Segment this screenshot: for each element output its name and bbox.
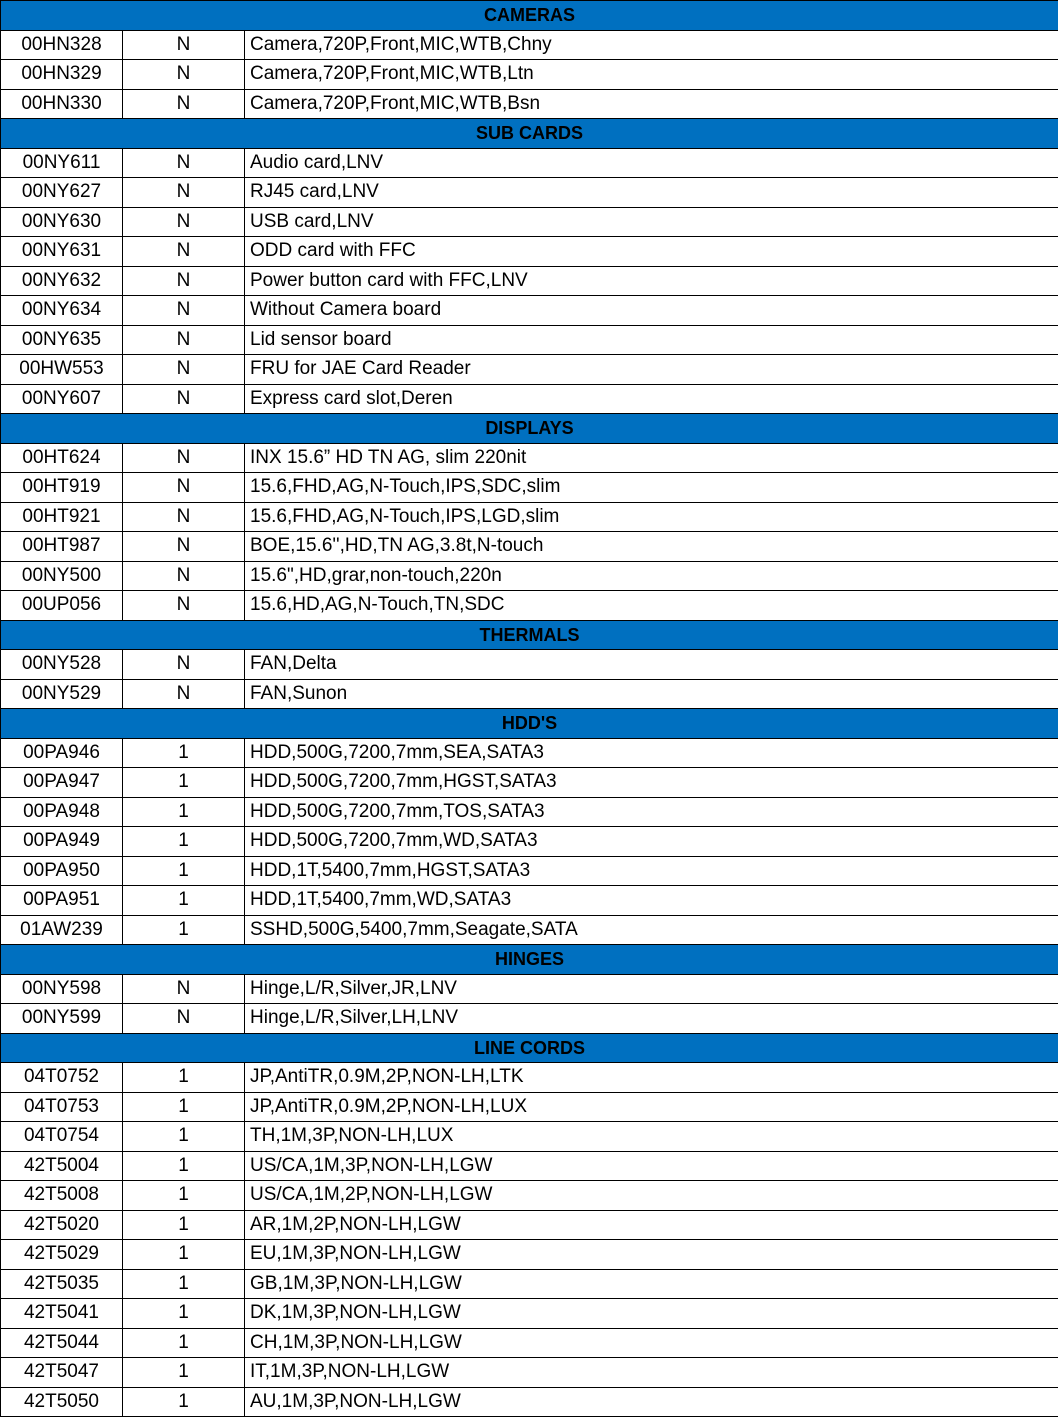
section-header-sub-cards	[1, 119, 1058, 149]
table-row	[1, 1063, 1058, 1093]
description-cell: EU,1M,3P,NON-LH,LGW	[245, 1240, 1058, 1270]
description-cell: Camera,720P,Front,MIC,WTB,Ltn	[245, 60, 1058, 90]
part-number-cell: 00NY598	[1, 974, 123, 1004]
description-cell: IT,1M,3P,NON-LH,LGW	[245, 1358, 1058, 1388]
description-cell: Audio card,LNV	[245, 148, 1058, 178]
description-cell: CH,1M,3P,NON-LH,LGW	[245, 1328, 1058, 1358]
section-header-displays	[1, 414, 1058, 444]
part-number-cell: 00HT987	[1, 532, 123, 562]
part-number-cell: 00NY635	[1, 325, 123, 355]
table-row	[1, 1210, 1058, 1240]
quantity-cell: 1	[123, 915, 245, 945]
table-row	[1, 1004, 1058, 1034]
description-cell: HDD,500G,7200,7mm,SEA,SATA3	[245, 738, 1058, 768]
description-cell: Camera,720P,Front,MIC,WTB,Bsn	[245, 89, 1058, 119]
description-cell: GB,1M,3P,NON-LH,LGW	[245, 1269, 1058, 1299]
quantity-cell: 1	[123, 856, 245, 886]
table-row	[1, 473, 1058, 503]
description-cell: 15.6",HD,grar,non-touch,220n	[245, 561, 1058, 591]
section-header-cameras	[1, 1, 1058, 31]
quantity-cell: N	[123, 207, 245, 237]
table-row	[1, 591, 1058, 621]
quantity-cell: 1	[123, 1063, 245, 1093]
part-number-cell: 00UP056	[1, 591, 123, 621]
section-header-hdd-s	[1, 709, 1058, 739]
description-cell: HDD,1T,5400,7mm,WD,SATA3	[245, 886, 1058, 916]
description-cell: AU,1M,3P,NON-LH,LGW	[245, 1387, 1058, 1417]
quantity-cell: 1	[123, 768, 245, 798]
description-cell: FAN,Delta	[245, 650, 1058, 680]
quantity-cell: N	[123, 974, 245, 1004]
quantity-cell: 1	[123, 1181, 245, 1211]
quantity-cell: N	[123, 325, 245, 355]
quantity-cell: 1	[123, 1299, 245, 1329]
quantity-cell: 1	[123, 1122, 245, 1152]
table-row	[1, 1240, 1058, 1270]
part-number-cell: 00PA948	[1, 797, 123, 827]
quantity-cell: 1	[123, 1328, 245, 1358]
table-row	[1, 768, 1058, 798]
description-cell: HDD,500G,7200,7mm,WD,SATA3	[245, 827, 1058, 857]
part-number-cell: 00HT624	[1, 443, 123, 473]
part-number-cell: 00NY634	[1, 296, 123, 326]
quantity-cell: N	[123, 1004, 245, 1034]
part-number-cell: 00PA949	[1, 827, 123, 857]
quantity-cell: N	[123, 591, 245, 621]
part-number-cell: 00NY611	[1, 148, 123, 178]
table-row	[1, 915, 1058, 945]
table-row	[1, 266, 1058, 296]
description-cell: BOE,15.6'',HD,TN AG,3.8t,N-touch	[245, 532, 1058, 562]
table-row	[1, 827, 1058, 857]
part-number-cell: 00PA951	[1, 886, 123, 916]
part-number-cell: 00NY630	[1, 207, 123, 237]
table-row	[1, 738, 1058, 768]
part-number-cell: 04T0753	[1, 1092, 123, 1122]
part-number-cell: 42T5044	[1, 1328, 123, 1358]
description-cell: INX 15.6” HD TN AG, slim 220nit	[245, 443, 1058, 473]
quantity-cell: N	[123, 502, 245, 532]
part-number-cell: 00NY528	[1, 650, 123, 680]
description-cell: HDD,500G,7200,7mm,HGST,SATA3	[245, 768, 1058, 798]
section-title: SUB CARDS	[1, 119, 1058, 149]
table-row	[1, 561, 1058, 591]
quantity-cell: N	[123, 532, 245, 562]
description-cell: Camera,720P,Front,MIC,WTB,Chny	[245, 30, 1058, 60]
part-number-cell: 42T5035	[1, 1269, 123, 1299]
table-row	[1, 1122, 1058, 1152]
part-number-cell: 00NY632	[1, 266, 123, 296]
table-row	[1, 1358, 1058, 1388]
description-cell: Express card slot,Deren	[245, 384, 1058, 414]
description-cell: 15.6,FHD,AG,N-Touch,IPS,LGD,slim	[245, 502, 1058, 532]
table-row	[1, 60, 1058, 90]
table-row	[1, 1299, 1058, 1329]
description-cell: AR,1M,2P,NON-LH,LGW	[245, 1210, 1058, 1240]
quantity-cell: N	[123, 561, 245, 591]
table-row	[1, 178, 1058, 208]
table-row	[1, 89, 1058, 119]
part-number-cell: 42T5029	[1, 1240, 123, 1270]
description-cell: ODD card with FFC	[245, 237, 1058, 267]
description-cell: Hinge,L/R,Silver,LH,LNV	[245, 1004, 1058, 1034]
section-title: DISPLAYS	[1, 414, 1058, 444]
table-row	[1, 856, 1058, 886]
table-row	[1, 148, 1058, 178]
table-row	[1, 1181, 1058, 1211]
description-cell: US/CA,1M,2P,NON-LH,LGW	[245, 1181, 1058, 1211]
quantity-cell: 1	[123, 1387, 245, 1417]
part-number-cell: 00NY599	[1, 1004, 123, 1034]
description-cell: HDD,500G,7200,7mm,TOS,SATA3	[245, 797, 1058, 827]
quantity-cell: N	[123, 679, 245, 709]
parts-table-body	[1, 1, 1058, 1417]
quantity-cell: 1	[123, 738, 245, 768]
part-number-cell: 04T0752	[1, 1063, 123, 1093]
table-row	[1, 1328, 1058, 1358]
part-number-cell: 42T5041	[1, 1299, 123, 1329]
quantity-cell: 1	[123, 1358, 245, 1388]
quantity-cell: N	[123, 443, 245, 473]
table-row	[1, 1151, 1058, 1181]
part-number-cell: 42T5047	[1, 1358, 123, 1388]
part-number-cell: 00NY627	[1, 178, 123, 208]
description-cell: Without Camera board	[245, 296, 1058, 326]
quantity-cell: N	[123, 650, 245, 680]
description-cell: SSHD,500G,5400,7mm,Seagate,SATA	[245, 915, 1058, 945]
table-row	[1, 974, 1058, 1004]
part-number-cell: 42T5004	[1, 1151, 123, 1181]
table-row	[1, 384, 1058, 414]
description-cell: Power button card with FFC,LNV	[245, 266, 1058, 296]
quantity-cell: N	[123, 473, 245, 503]
part-number-cell: 00HN328	[1, 30, 123, 60]
quantity-cell: N	[123, 60, 245, 90]
part-number-cell: 00HN330	[1, 89, 123, 119]
quantity-cell: N	[123, 237, 245, 267]
part-number-cell: 00NY529	[1, 679, 123, 709]
quantity-cell: 1	[123, 1210, 245, 1240]
quantity-cell: 1	[123, 1269, 245, 1299]
part-number-cell: 00HN329	[1, 60, 123, 90]
part-number-cell: 00NY631	[1, 237, 123, 267]
table-row	[1, 1269, 1058, 1299]
part-number-cell: 00HW553	[1, 355, 123, 385]
quantity-cell: N	[123, 266, 245, 296]
quantity-cell: N	[123, 355, 245, 385]
part-number-cell: 42T5020	[1, 1210, 123, 1240]
description-cell: RJ45 card,LNV	[245, 178, 1058, 208]
table-row	[1, 296, 1058, 326]
quantity-cell: 1	[123, 1092, 245, 1122]
section-header-thermals	[1, 620, 1058, 650]
table-row	[1, 1387, 1058, 1417]
part-number-cell: 42T5008	[1, 1181, 123, 1211]
quantity-cell: N	[123, 89, 245, 119]
description-cell: Lid sensor board	[245, 325, 1058, 355]
part-number-cell: 00PA946	[1, 738, 123, 768]
description-cell: Hinge,L/R,Silver,JR,LNV	[245, 974, 1058, 1004]
quantity-cell: 1	[123, 1240, 245, 1270]
quantity-cell: 1	[123, 827, 245, 857]
description-cell: DK,1M,3P,NON-LH,LGW	[245, 1299, 1058, 1329]
description-cell: US/CA,1M,3P,NON-LH,LGW	[245, 1151, 1058, 1181]
part-number-cell: 00PA947	[1, 768, 123, 798]
quantity-cell: N	[123, 178, 245, 208]
quantity-cell: 1	[123, 886, 245, 916]
section-title: HINGES	[1, 945, 1058, 975]
part-number-cell: 00NY607	[1, 384, 123, 414]
table-row	[1, 532, 1058, 562]
table-row	[1, 325, 1058, 355]
description-cell: JP,AntiTR,0.9M,2P,NON-LH,LUX	[245, 1092, 1058, 1122]
description-cell: TH,1M,3P,NON-LH,LUX	[245, 1122, 1058, 1152]
table-row	[1, 355, 1058, 385]
section-title: THERMALS	[1, 620, 1058, 650]
quantity-cell: N	[123, 296, 245, 326]
description-cell: FAN,Sunon	[245, 679, 1058, 709]
part-number-cell: 00NY500	[1, 561, 123, 591]
table-row	[1, 650, 1058, 680]
description-cell: USB card,LNV	[245, 207, 1058, 237]
description-cell: JP,AntiTR,0.9M,2P,NON-LH,LTK	[245, 1063, 1058, 1093]
section-title: LINE CORDS	[1, 1033, 1058, 1063]
quantity-cell: N	[123, 384, 245, 414]
section-title: HDD'S	[1, 709, 1058, 739]
part-number-cell: 00HT921	[1, 502, 123, 532]
part-number-cell: 42T5050	[1, 1387, 123, 1417]
table-row	[1, 1092, 1058, 1122]
part-number-cell: 00PA950	[1, 856, 123, 886]
table-row	[1, 30, 1058, 60]
table-row	[1, 679, 1058, 709]
description-cell: 15.6,FHD,AG,N-Touch,IPS,SDC,slim	[245, 473, 1058, 503]
part-number-cell: 00HT919	[1, 473, 123, 503]
description-cell: 15.6,HD,AG,N-Touch,TN,SDC	[245, 591, 1058, 621]
section-title: CAMERAS	[1, 1, 1058, 31]
description-cell: FRU for JAE Card Reader	[245, 355, 1058, 385]
quantity-cell: N	[123, 148, 245, 178]
table-row	[1, 502, 1058, 532]
table-row	[1, 443, 1058, 473]
quantity-cell: 1	[123, 1151, 245, 1181]
table-row	[1, 797, 1058, 827]
part-number-cell: 04T0754	[1, 1122, 123, 1152]
table-row	[1, 207, 1058, 237]
table-row	[1, 886, 1058, 916]
part-number-cell: 01AW239	[1, 915, 123, 945]
quantity-cell: 1	[123, 797, 245, 827]
section-header-line-cords	[1, 1033, 1058, 1063]
section-header-hinges	[1, 945, 1058, 975]
quantity-cell: N	[123, 30, 245, 60]
table-row	[1, 237, 1058, 267]
description-cell: HDD,1T,5400,7mm,HGST,SATA3	[245, 856, 1058, 886]
